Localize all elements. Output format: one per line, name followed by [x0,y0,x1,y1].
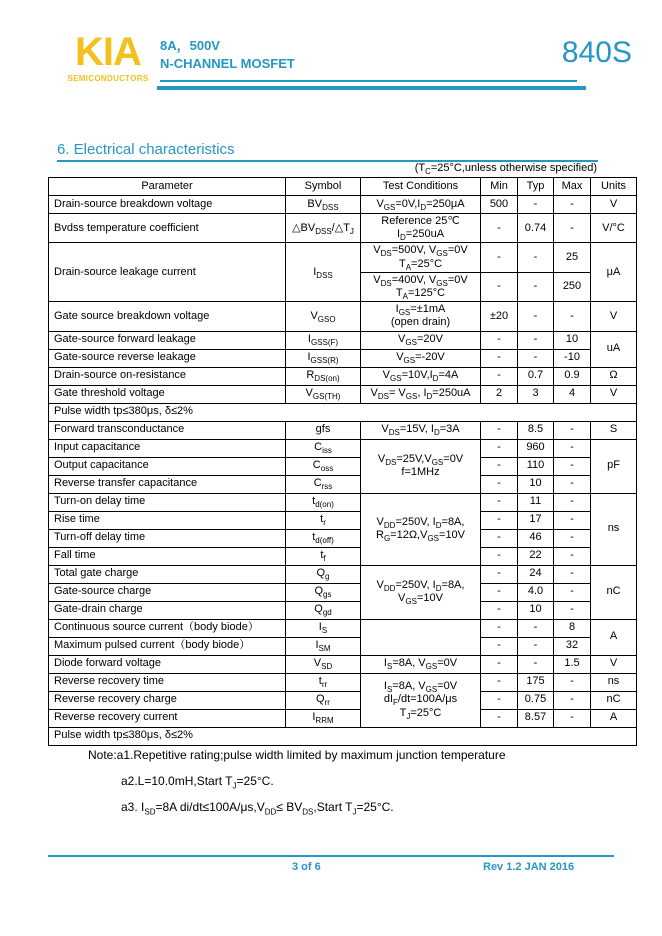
table-cell: nC [591,565,637,619]
table-cell: Total gate charge [49,565,286,583]
table-cell: $V_{GS}=10V,I_D=4A$ [361,367,481,385]
table-row [49,493,637,511]
column-header: Max [554,178,591,196]
table-cell: - [518,637,554,655]
part-number: 840S [561,36,632,69]
table-cell: 46 [518,529,554,547]
table-cell: 960 [518,439,554,457]
table-cell: 0.75 [518,691,554,709]
table-cell: $Q_{gd}$ [286,601,361,619]
kia-logo: KIA [75,30,141,74]
table-cell: $Q_{gs}$ [286,583,361,601]
column-header: Min [481,178,518,196]
table-cell: - [554,673,591,691]
table-cell: Maximum pulsed current（body biode） [49,637,286,655]
header-rule-thin [160,80,577,82]
table-cell: - [518,349,554,367]
table-row [49,691,637,709]
table-cell: $V_{GSO}$ [286,302,361,331]
table-cell: - [554,601,591,619]
table-cell: $V_{GS}=-20V$ [361,349,481,367]
table-cell: $V_{GS(TH)}$ [286,385,361,403]
table-cell: - [554,302,591,331]
column-header: Symbol [286,178,361,196]
table-cell: 500 [481,196,518,214]
table-cell: Reverse recovery time [49,673,286,691]
table-row [49,385,637,403]
table-cell: pF [591,439,637,493]
table-cell: $t_r$ [286,511,361,529]
table-cell: 11 [518,493,554,511]
table-cell: 2 [481,385,518,403]
table-cell: - [554,196,591,214]
table-cell: 4 [554,385,591,403]
table-cell: - [481,691,518,709]
table-cell: Gate-source reverse leakage [49,349,286,367]
brand-logo-block [56,30,160,83]
table-cell: - [481,511,518,529]
table-cell: $V_{DS}=15V$, $I_D=3A$ [361,421,481,439]
table-cell: - [481,637,518,655]
table-cell: - [554,565,591,583]
table-cell: V [591,655,637,673]
table-cell: 8.57 [518,709,554,727]
table-cell: 10 [554,331,591,349]
section-title: 6. Electrical characteristics [57,141,598,162]
table-row [49,302,637,331]
table-cell: $V_{GS}=0V,I_D=250\mu A$ [361,196,481,214]
table-cell: 0.74 [518,214,554,243]
table-cell: gfs [286,421,361,439]
table-cell: $V_{DS}=500V$, $V_{GS}=0V$ $T_A=25^\circ C$ [361,243,481,272]
table-row [49,619,637,637]
table-row [49,403,637,421]
table-cell: - [554,214,591,243]
table-cell: - [481,349,518,367]
table-cell: - [481,655,518,673]
table-cell: - [518,302,554,331]
table-cell: - [481,601,518,619]
table-cell: - [554,511,591,529]
table-cell: Gate-source forward leakage [49,331,286,349]
header-rule-thick [157,86,586,90]
table-cell: Forward transconductance [49,421,286,439]
table-cell: $Q_g$ [286,565,361,583]
table-cell: 32 [554,637,591,655]
table-cell: - [554,547,591,565]
table-cell: - [554,475,591,493]
product-rating: 8A，500V [160,38,220,53]
table-cell: $C_{rss}$ [286,475,361,493]
table-cell: - [554,421,591,439]
table-cell: - [481,243,518,272]
spec-table-body [49,178,637,746]
table-row [49,349,637,367]
table-cell: - [554,691,591,709]
table-cell: uA [591,331,637,367]
table-row [49,637,637,655]
table-cell: Turn-off delay time [49,529,286,547]
table-cell: $I_{GSS(F)}$ [286,331,361,349]
table-cell: - [481,565,518,583]
note-a3: a3. $I_{SD}=8A$ $di/dt\le 100A/\mu s,V_{DD}\le$ $BV_{DS},Start$ $T_J=25^\circ C$. [121,800,394,817]
table-cell: 3 [518,385,554,403]
product-summary [160,37,295,73]
table-cell: $t_f$ [286,547,361,565]
table-cell: $C_{iss}$ [286,439,361,457]
table-cell: 1.5 [554,655,591,673]
table-cell: Gate-drain charge [49,601,286,619]
table-row [49,673,637,691]
table-cell: Turn-on delay time [49,493,286,511]
table-cell: 4.0 [518,583,554,601]
table-cell: 22 [518,547,554,565]
page-number: 3 of 6 [292,861,321,873]
table-cell: - [518,619,554,637]
column-header: Test Conditions [361,178,481,196]
table-cell: 24 [518,565,554,583]
table-cell: - [481,673,518,691]
table-cell: $t_{d(on)}$ [286,493,361,511]
table-row [49,421,637,439]
table-cell: 8 [554,619,591,637]
table-cell: Reverse recovery current [49,709,286,727]
table-cell: Output capacitance [49,457,286,475]
table-cell: Reverse recovery charge [49,691,286,709]
table-cell: $V_{DS}= V_{GS}$, $I_D=250uA$ [361,385,481,403]
table-cell: 17 [518,511,554,529]
table-cell: Continuous source current（body biode） [49,619,286,637]
table-cell: Fall time [49,547,286,565]
table-cell: Drain-source on-resistance [49,367,286,385]
table-row [49,511,637,529]
note-a1: Note:a1.Repetitive rating;pulse width limited by maximum junction temperature [88,748,506,762]
table-cell: - [554,439,591,457]
table-cell: μA [591,243,637,302]
table-cell: Reverse transfer capacitance [49,475,286,493]
table-row [49,475,637,493]
table-cell: - [481,475,518,493]
table-cell: -10 [554,349,591,367]
table-row [49,214,637,243]
table-cell: Bvdss temperature coefficient [49,214,286,243]
table-cell: $I_S=8A$, $V_{GS}=0V$ [361,655,481,673]
table-row [49,655,637,673]
table-cell: ns [591,493,637,565]
table-cell: Gate source breakdown voltage [49,302,286,331]
table-row [49,547,637,565]
table-cell: - [554,493,591,511]
table-row [49,727,637,745]
table-cell: - [518,196,554,214]
table-cell: Ω [591,367,637,385]
table-cell: - [554,583,591,601]
table-cell: $I_S$ [286,619,361,637]
notes-block [88,748,506,826]
table-row [49,439,637,457]
table-cell: Rise time [49,511,286,529]
table-cell: - [481,529,518,547]
table-cell: S [591,421,637,439]
table-cell: - [481,547,518,565]
table-cell: $BV_{DSS}$ [286,196,361,214]
table-cell: nC [591,691,637,709]
table-row [49,601,637,619]
table-cell: Diode forward voltage [49,655,286,673]
table-cell: V [591,302,637,331]
table-cell: Drain-source breakdown voltage [49,196,286,214]
table-cell: - [518,655,554,673]
table-cell: 25 [554,243,591,272]
table-cell: - [481,214,518,243]
table-cell: - [554,457,591,475]
table-cell: - [481,421,518,439]
column-header: Typ [518,178,554,196]
table-cell: Drain-source leakage current [49,243,286,302]
table-cell: $I_{GS}=\pm 1mA$ (open drain) [361,302,481,331]
table-cell: $V_{SD}$ [286,655,361,673]
table-cell: 0.7 [518,367,554,385]
table-row [49,331,637,349]
table-cell: - [481,709,518,727]
table-cell: 175 [518,673,554,691]
table-row [49,367,637,385]
product-type: N-CHANNEL MOSFET [160,56,295,72]
table-cell: $R_{DS(on)}$ [286,367,361,385]
table-row [49,583,637,601]
table-cell: - [518,272,554,301]
table-cell: - [481,457,518,475]
table-row [49,457,637,475]
footer-rule [48,855,614,857]
revision-label: Rev 1.2 JAN 2016 [483,861,575,873]
table-row [49,243,637,272]
table-cell: Gate threshold voltage [49,385,286,403]
table-cell: $V_{DD}=250V$, $I_D=8A$, $R_G=12\Omega,V_{GS}=10V$ [361,493,481,565]
table-cell: $I_{SM}$ [286,637,361,655]
table-cell: $I_{GSS(R)}$ [286,349,361,367]
table-cell: 10 [518,601,554,619]
table-cell: V/°C [591,214,637,243]
table-cell: Pulse width tp≤380μs, δ≤2% [49,403,637,421]
table-cell: Reference 25℃ $I_D=250uA$ [361,214,481,243]
table-cell: - [518,331,554,349]
table-cell: $V_{DD}=250V$, $I_D=8A$, $V_{GS}=10V$ [361,565,481,619]
table-cell: 0.9 [554,367,591,385]
table-cell: - [554,709,591,727]
table-row [49,709,637,727]
table-cell: ±20 [481,302,518,331]
table-cell: $V_{DS}=25V,V_{GS}=0V$ f=1MHz [361,439,481,493]
table-cell: $t_{d(off)}$ [286,529,361,547]
test-condition-note: ($T_C=25^\circ C,unless$ otherwise specified) [414,162,597,177]
table-header-row [49,178,637,196]
table-row [49,196,637,214]
electrical-characteristics-table [48,177,637,746]
table-cell: 110 [518,457,554,475]
table-cell: 8.5 [518,421,554,439]
table-cell: $Q_{rr}$ [286,691,361,709]
table-cell: $t_{rr}$ [286,673,361,691]
table-row [49,565,637,583]
table-cell: $I_{DSS}$ [286,243,361,302]
table-cell: V [591,385,637,403]
table-cell: 10 [518,475,554,493]
table-cell: 250 [554,272,591,301]
column-header: Units [591,178,637,196]
table-cell: - [481,272,518,301]
table-cell [361,619,481,655]
column-header: Parameter [49,178,286,196]
table-cell: $V_{GS}=20V$ [361,331,481,349]
table-cell: $C_{oss}$ [286,457,361,475]
table-cell: A [591,709,637,727]
table-cell: - [481,583,518,601]
table-cell: V [591,196,637,214]
table-cell: Pulse width tp≤380μs, δ≤2% [49,727,637,745]
table-row [49,529,637,547]
logo-subtitle: SEMICONDUCTORS [67,74,149,83]
table-cell: - [481,367,518,385]
table-cell: - [481,619,518,637]
table-cell: $I_S=8A$, $V_{GS}=0V$ $dI_F/dt=100A/\mu s$ $T_J=25^\circ C$ [361,673,481,727]
table-cell: $V_{DS}=400V$, $V_{GS}=0V$ $T_A=125^\circ C$ [361,272,481,301]
table-cell: - [481,439,518,457]
table-cell: - [481,493,518,511]
table-cell: ns [591,673,637,691]
table-cell: $\triangle BV_{DSS}/\triangle T_J$ [286,214,361,243]
table-cell: - [481,331,518,349]
table-cell: Gate-source charge [49,583,286,601]
table-cell: A [591,619,637,655]
table-cell: $I_{RRM}$ [286,709,361,727]
table-cell: - [554,529,591,547]
table-cell: Input capacitance [49,439,286,457]
note-a2: a2.L=10.0mH,Start $T_J=25^\circ C$. [121,774,274,791]
table-cell: - [518,243,554,272]
